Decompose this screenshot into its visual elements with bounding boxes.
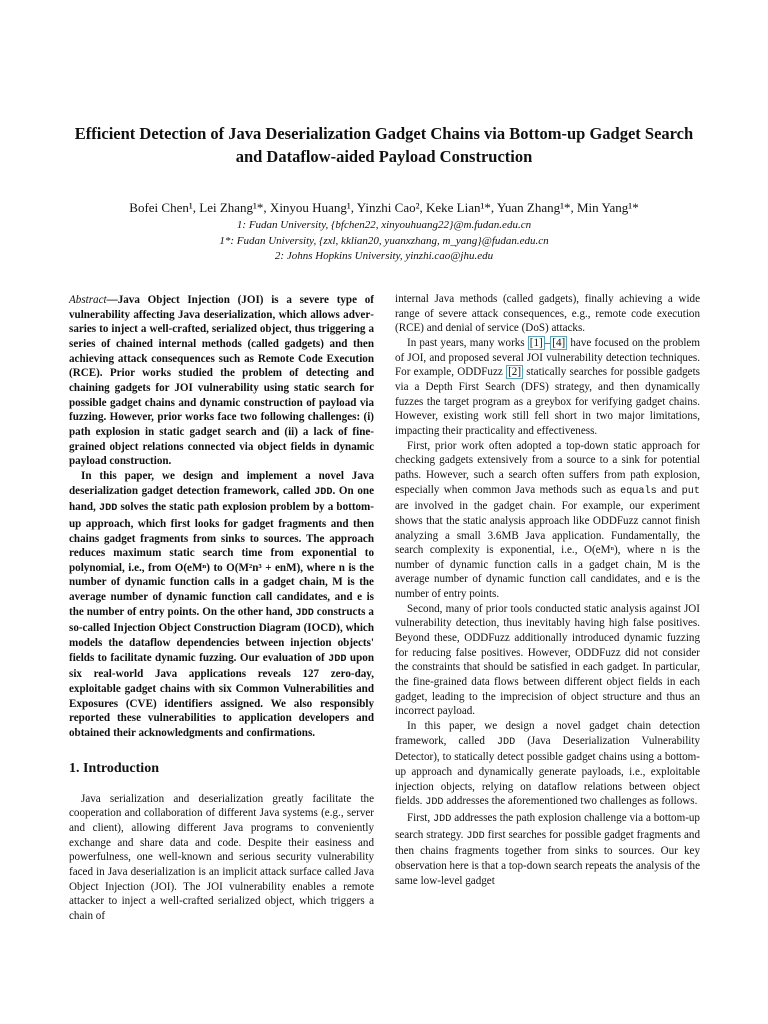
intro-paragraph-1-cont: internal Java methods (called gadgets), finally achieving a wide range of severe attack consequences, e.g., remote code execution (RCE) and denial of service (DoS) attacks. (395, 293, 700, 335)
intro-paragraph-4: Second, many of prior tools conducted static analysis against JOI vulnerability detection, thus inevitably having high false positives. Beyond these, ODDFuzz additionally introduced dynamic fuzzing for reducing false positives. However, ODDFuzz did not consider the constraints that should be satisfied in each gadget. In particular, the fine-grained data flows between different object fields in each gadget, leading to the imprecision of object structure and thus an incorrect payload. (395, 602, 700, 718)
tool-name: JDD (295, 607, 314, 619)
section-heading-introduction: 1. Introduction (69, 760, 159, 776)
tool-name: JDD (328, 653, 347, 665)
tool-name: JDD (433, 813, 452, 825)
affiliation-2: 2: Johns Hopkins University, yinzhi.cao@jhu.edu (274, 250, 494, 262)
tool-name: JDD (314, 486, 333, 498)
tool-name: JDD (98, 503, 118, 515)
abstract (69, 293, 374, 741)
citation-link[interactable]: [4] (552, 336, 566, 349)
intro-paragraph-1: Java serialization and deserialization greatly facilitate the cooperation and collaboration of different Java systems (e.g., server and client), allowing different Java programs to conveniently exchange and share data and code. Despite their easiness and powerfulness, one well-known and serious security vulnerability faced in Java deserialization is an implicit attack surface called Java Object Injection (JOI). The JOI vulnerability enables a remote attacker to inject a well-crafted serialized object, which triggers a chain of (69, 792, 374, 922)
code-term: equals (620, 485, 657, 497)
citation-link[interactable]: [2] (508, 366, 522, 379)
tool-name: JDD (496, 736, 516, 748)
tool-name: JDD (466, 830, 485, 842)
affiliation-1: 1: Fudan University, {bfchen22, xinyouhuang22}@m.fudan.edu.cn (236, 219, 532, 231)
intro-paragraph-3: First, prior work often adopted a top-down static approach for checking gadgets extensively from a source to a sink for potential paths. However, such a search often suffers from path explosion, especially when common Java methods such as equals and put are involved in the gadget chain. For example, our experiment shows that the static analysis approach like ODDFuzz cannot finish analyzing a small 3.6MB Java application. Fundamentally, the search complexity is exponential, i.e., O(eMⁿ), where n is the number of dynamic function calls in a gadget chain, M is the average number of dynamic function call candidates, and e is the number of entry points. (395, 439, 700, 601)
affiliation-1-star: 1*: Fudan University, {zxl, kklian20, yuanxzhang, m_yang}@fudan.edu.cn (219, 234, 549, 247)
right-column (395, 292, 700, 888)
intro-paragraph-6: First, JDD addresses the path explosion challenge via a bottom-up search strategy. JDD first searches for possible gadget fragments and then chains fragments together from sinks to sources. Our key observation here is that a top-down search repeats the analysis of the same low-level gadget (395, 811, 700, 887)
author-list: Bofei Chen¹, Lei Zhang¹*, Xinyou Huang¹, Yinzhi Cao², Keke Lian¹*, Yuan Zhang¹*, Min Yang¹* (129, 200, 639, 215)
intro-paragraph-5: In this paper, we design a novel gadget chain detection framework, called JDD (Java Deserialization Vulnerability Detector), to statically detect possible gadget chains using a bottom-up approach and dynamically generate payloads, i.e., exploitable injection objects, relying on dataflow relations between object fields. JDD addresses the aforementioned two challenges as follows. (395, 720, 700, 809)
paper-title: Efficient Detection of Java Deserialization Gadget Chains via Bottom-up Gadget Search and Dataflow-aided Payload Construction (74, 124, 694, 166)
abstract-paragraph-1: Abstract—Java Object Injection (JOI) is a severe type of vulnerability affecting Java deserialization, which allows adversaries to inject a well-crafted, serialized object, thus triggering a series of chained internal methods (called gadgets) and then achieving attack consequences such as Remote Code Execution (RCE). Prior works studied the problem of detecting and chaining gadgets for JOI vulnerability using static search for possible gadget chains and dynamic construction of payload via fuzzing. However, prior works face two following challenges: (i) path explosion in static gadget search and (ii) a lack of fine-grained object relations connected via object fields in dynamic payload construction. (69, 294, 374, 468)
tool-name: JDD (425, 797, 444, 809)
affiliations (40, 218, 728, 265)
code-term: put (681, 485, 700, 497)
abstract-label: Abstract (69, 294, 107, 306)
abstract-paragraph-2: In this paper, we design and implement a novel Java deserialization gadget detection framework, called JDD. On one hand, JDD solves the static path explosion problem by a bottom-up approach, which first looks for gadget fragments and then chains gadget fragments from sinks to sources. The approach reduces maximum static search time from exponential to polynomial, i.e., from O(eMⁿ) to O(M²n³ + enM), where n is the number of dynamic function calls in a gadget chain, M is the average number of dynamic function call candidates, and e is the number of entry points. On the other hand, JDD constructs a so-called Injection Object Construction Diagram (IOCD), which models the dataflow dependencies between injection objects' fields to facilitate dynamic fuzzing. Our evaluation of JDD upon six real-world Java applications reveals 127 zero-day, exploitable gadget chains with six Common Vulnerabilities and Exposures (CVE) identifiers assigned. We also responsibly reported these vulnerabilities to application developers and obtained their acknowledgments and confirmations. (69, 469, 374, 740)
intro-paragraph-2: In past years, many works [1] – [4] have focused on the problem of JOI, and proposed several JOI vulnerability detection techniques. For example, ODDFuzz [2] statically searches for possible gadgets via a Depth First Search (DFS) strategy, and then dynamically fuzzes the target program as a greybox for verifying gadget chains. However, existing work still fell short in two major limitations, impacting their practicality and effectiveness. (395, 336, 700, 437)
left-column (69, 293, 374, 924)
citation-link[interactable]: [1] (529, 336, 543, 349)
